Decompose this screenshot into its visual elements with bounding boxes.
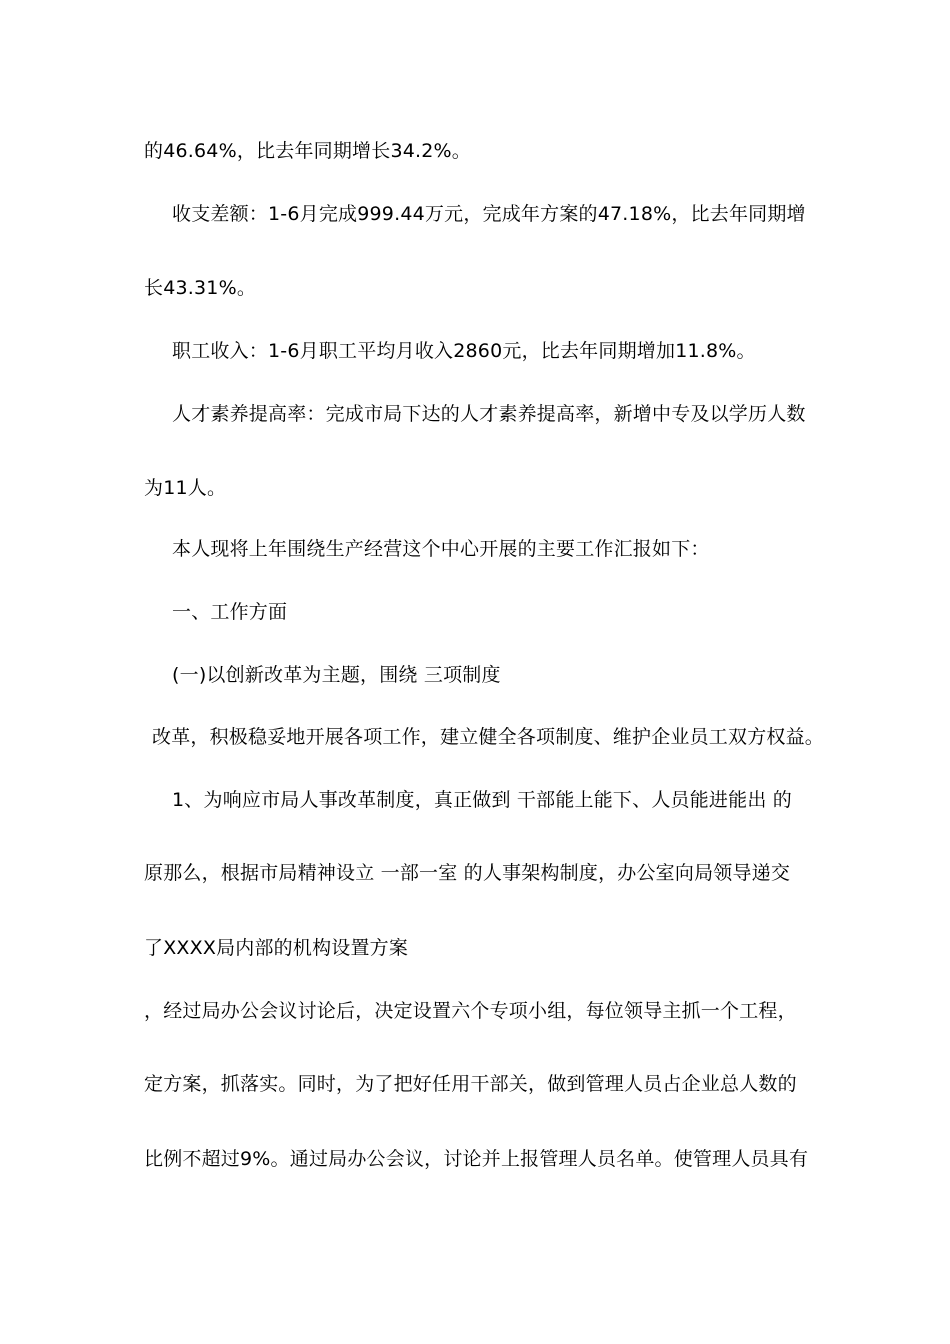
text-line-10: 改革，积极稳妥地开展各项工作，建立健全各项制度、维护企业员工双方权益。 — [152, 726, 825, 748]
text-line-16: 比例不超过9%。通过局办公会议，讨论并上报管理人员名单。使管理人员具有 — [144, 1148, 809, 1170]
subsection-heading: (一)以创新改革为主题，围绕 三项制度 — [172, 664, 501, 686]
text-line-3: 长43.31%。 — [144, 277, 257, 299]
text-line-1: 的46.64%，比去年同期增长34.2%。 — [144, 140, 472, 162]
text-line-14: ，经过局办公会议讨论后，决定设置六个专项小组，每位领导主抓一个工程， — [144, 1000, 797, 1022]
section-heading: 一、工作方面 — [172, 601, 288, 623]
text-line-2: 收支差额：1-6月完成999.44万元，完成年方案的47.18%，比去年同期增 — [172, 203, 806, 225]
text-line-6: 为11人。 — [144, 477, 227, 499]
text-line-12: 原那么，根据市局精神设立 一部一室 的人事架构制度，办公室向局领导递交 — [144, 862, 791, 884]
text-line-15: 定方案，抓落实。同时，为了把好任用干部关，做到管理人员占企业总人数的 — [144, 1073, 797, 1095]
text-line-4: 职工收入：1-6月职工平均月收入2860元，比去年同期增加11.8%。 — [172, 340, 756, 362]
text-line-13: 了XXXX局内部的机构设置方案 — [144, 937, 409, 959]
text-line-5: 人才素养提高率：完成市局下达的人才素养提高率，新增中专及以学历人数 — [172, 403, 806, 425]
text-line-11: 1、为响应市局人事改革制度，真正做到 干部能上能下、人员能进能出 的 — [172, 789, 792, 811]
text-line-7: 本人现将上年围绕生产经营这个中心开展的主要工作汇报如下： — [172, 538, 710, 560]
